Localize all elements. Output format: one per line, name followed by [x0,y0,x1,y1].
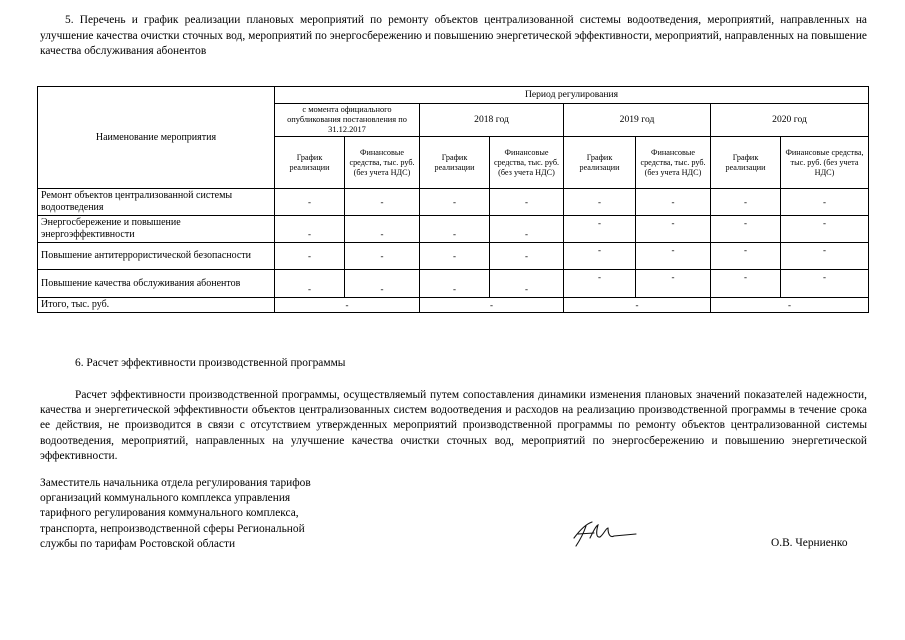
table-cell: - [345,189,420,216]
table-cell: - [275,243,345,270]
table-row [38,243,869,270]
signatory-line: организаций коммунального комплекса управления [40,492,291,505]
section-5-heading: 5. Перечень и график реализации плановых мероприятий по ремонту объектов централизованной системы водоотведения, мероприятий, направленных на улучшение качества очистки сточных вод, мероприятий по энергосбережению и повышению энергетической эффективности, мероприятий, направленных на повышение качества обслуживания абонентов [40,14,867,57]
signatory-line: тарифного регулирования коммунального комплекса, [40,507,299,520]
table-cell: - [420,243,490,270]
table-cell: - [275,189,345,216]
col-header-period: Период регулирования [275,87,869,104]
sub-header-schedule: График реализации [420,137,490,189]
activities-table [37,86,869,313]
table-cell: - [490,189,564,216]
sub-header-finance: Финансовые средства, тыс. руб. (без учета НДС) [345,137,420,189]
table-cell: - [345,243,420,270]
col-header-year-2019: 2019 год [564,104,711,137]
table-cell: - [275,270,345,298]
table-cell: - [636,189,711,216]
table-cell: - [636,243,711,270]
total-cell: - [275,298,420,313]
sub-header-schedule: График реализации [275,137,345,189]
table-row [38,216,869,243]
table-cell: - [711,189,781,216]
section-6-body: Расчет эффективности производственной программы, осуществляемый путем сопоставления динамики изменения плановых значений показателей надежности, качества и энергетической эффективности объектов централизованных систем водоотведения и расходов на реализацию производственной программы в течение срока ее действия, не производится в связи с отсутствием утвержденных мероприятий производственной программы по ремонту объектов централизованной системы водоотведения, мероприятий, направленных на улучшение качества очистки сточных вод, мероприятий по энергосбережению и повышению энергетической эффективности. [40,389,867,462]
total-cell: - [564,298,711,313]
table-cell: - [345,216,420,243]
table-cell: - [781,216,869,243]
row-name: Повышение качества обслуживания абонентов [38,270,275,298]
table-cell: - [490,270,564,298]
signatory-name: О.В. Черниенко [771,537,848,549]
table-cell: - [420,270,490,298]
sub-header-schedule: График реализации [564,137,636,189]
table-cell: - [711,270,781,298]
table-cell: - [781,243,869,270]
sub-header-finance: Финансовые средства, тыс. руб. (без учета НДС) [490,137,564,189]
table-cell: - [711,243,781,270]
table-cell: - [275,216,345,243]
table-cell: - [490,243,564,270]
table-cell: - [564,216,636,243]
table-cell: - [636,270,711,298]
total-row [38,298,869,313]
handwritten-signature [566,516,638,552]
signatory-position [40,476,370,552]
col-header-year-2020: 2020 год [711,104,869,137]
sub-header-finance: Финансовые средства, тыс. руб. (без учета НДС) [636,137,711,189]
table-cell: - [345,270,420,298]
table-cell: - [781,270,869,298]
table-cell: - [564,243,636,270]
total-label: Итого, тыс. руб. [38,298,275,313]
row-name: Энергосбережение и повышение энергоэффективности [38,216,275,243]
total-cell: - [711,298,869,313]
table-cell: - [781,189,869,216]
table-cell: - [564,189,636,216]
table-cell: - [420,216,490,243]
sub-header-finance: Финансовые средства, тыс. руб. (без учета НДС) [781,137,869,189]
table-cell: - [711,216,781,243]
row-name: Ремонт объектов централизованной системы водоотведения [38,189,275,216]
col-header-name: Наименование мероприятия [38,87,275,189]
signatory-line: Заместитель начальника отдела регулирования тарифов [40,477,311,489]
col-header-year-2018: 2018 год [420,104,564,137]
table-cell: - [420,189,490,216]
table-row [38,189,869,216]
total-cell: - [420,298,564,313]
signatory-line: службы по тарифам Ростовской области [40,537,236,550]
table-cell: - [564,270,636,298]
table-row [38,270,869,298]
col-header-first-period: с момента официального опубликования постановления по 31.12.2017 [275,104,420,137]
sub-header-schedule: График реализации [711,137,781,189]
section-6-title: 6. Расчет эффективности производственной программы [75,357,346,369]
row-name: Повышение антитеррористической безопасности [38,243,275,270]
table-cell: - [490,216,564,243]
signatory-line: транспорта, непроизводственной сферы Региональной [40,522,305,535]
table-cell: - [636,216,711,243]
